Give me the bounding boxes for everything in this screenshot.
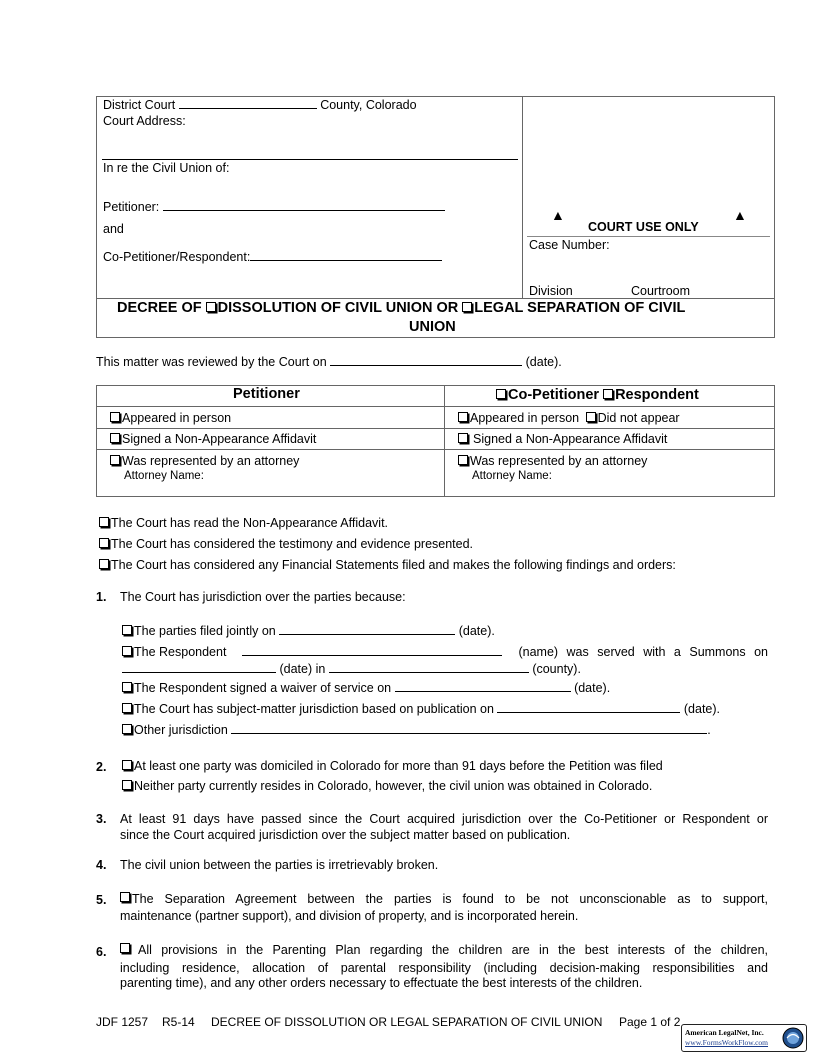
item6-checkbox[interactable]: [120, 943, 130, 953]
pet-attorney-row: [110, 454, 299, 468]
item2a-checkbox[interactable]: [122, 760, 132, 770]
resp-appeared-label: Appeared in person: [470, 411, 580, 425]
logo-url[interactable]: www.FormsWorkFlow.com: [685, 1038, 769, 1047]
title-part2: DISSOLUTION OF CIVIL UNION OR: [217, 300, 463, 316]
item5-line2: maintenance (partner support), and division of property, and is incorporated herein.: [120, 909, 579, 923]
item1b-date-label: (date) in: [279, 662, 326, 676]
legal-separation-checkbox[interactable]: [462, 302, 472, 312]
court-address-line[interactable]: [102, 159, 518, 160]
item5-checkbox[interactable]: [120, 892, 130, 902]
item1d-checkbox[interactable]: [122, 703, 132, 713]
resp-not-appear-checkbox[interactable]: [586, 412, 596, 422]
item1-option-b-cont: [122, 662, 581, 676]
item3-line1: At least 91 days have passed since the Court acquired jurisdiction over the Co-Petitioner or Respondent or: [120, 812, 768, 826]
item1b-date-field[interactable]: [122, 662, 276, 673]
review-line: [96, 355, 562, 369]
pet-appeared-row: [110, 411, 231, 425]
pet-attorney-checkbox[interactable]: [110, 455, 120, 465]
item2-option-a: [122, 759, 663, 773]
pet-attorney-name-label: Attorney Name:: [124, 470, 204, 482]
item5-line1-row: [120, 892, 768, 906]
item1a-date-field[interactable]: [279, 624, 455, 635]
finding-financial-checkbox[interactable]: [99, 559, 109, 569]
finding-affidavit-checkbox[interactable]: [99, 517, 109, 527]
item1c-checkbox[interactable]: [122, 682, 132, 692]
pet-attorney-label: Was represented by an attorney: [122, 454, 300, 468]
county-colorado-label: County, Colorado: [320, 98, 417, 112]
publisher-logo: [681, 1024, 807, 1052]
resp-attorney-label: Was represented by an attorney: [470, 454, 648, 468]
court-address-label: Court Address:: [103, 114, 186, 128]
petitioner-line: [103, 200, 445, 214]
item1-option-c: [122, 681, 610, 695]
resp-attorney-name-label: Attorney Name:: [472, 470, 552, 482]
resp-attorney-row: [458, 454, 647, 468]
finding-financial: [99, 558, 676, 572]
finding-financial-label: The Court has considered any Financial Statements filed and makes the following findings and orders:: [111, 558, 676, 572]
finding-affidavit-label: The Court has read the Non-Appearance Affidavit.: [111, 516, 389, 530]
resp-not-appear-label: Did not appear: [597, 411, 680, 425]
item1b-county-field[interactable]: [329, 662, 529, 673]
footer-form-id: JDF 1257: [96, 1015, 149, 1029]
item2a-label: At least one party was domiciled in Colorado for more than 91 days before the Petition was filed: [134, 759, 663, 773]
item1c-label: The Respondent signed a waiver of service on: [134, 681, 392, 695]
pet-affidavit-checkbox[interactable]: [110, 433, 120, 443]
copetitioner-line: [103, 250, 442, 264]
copetitioner-respondent-header: [496, 387, 699, 403]
resp-affidavit-checkbox[interactable]: [458, 433, 468, 443]
title-part4: UNION: [409, 319, 456, 335]
footer-revision: R5-14: [162, 1015, 195, 1029]
item6-line2: including residence, allocation of parental responsibility (including decision-making responsibilities and: [120, 961, 768, 975]
resp-affidavit-label: Signed a Non-Appearance Affidavit: [473, 432, 668, 446]
copetitioner-header-label: Co-Petitioner: [508, 387, 600, 403]
copetitioner-checkbox[interactable]: [496, 389, 506, 399]
item1d-date-field[interactable]: [497, 702, 680, 713]
item1e-other-field[interactable]: [231, 723, 707, 734]
review-date-field[interactable]: [330, 355, 522, 366]
item3-line2: since the Court acquired jurisdiction over the subject matter based on publication.: [120, 828, 571, 842]
item6-line1: All provisions in the Parenting Plan regarding the children are in the best interests of the children,: [138, 943, 768, 957]
globe-icon: [782, 1027, 804, 1049]
item3-number: 3.: [96, 812, 107, 826]
table-row-divider: [96, 428, 775, 429]
title-part1: DECREE OF: [117, 300, 206, 316]
resp-affidavit-row: [458, 432, 667, 446]
finding-testimony: [99, 537, 473, 551]
petitioner-label: Petitioner:: [103, 200, 160, 214]
pet-affidavit-label: Signed a Non-Appearance Affidavit: [122, 432, 317, 446]
item1c-suffix: (date).: [574, 681, 611, 695]
item1-option-b: [122, 645, 768, 659]
item2-option-b: [122, 779, 652, 793]
title-part3: LEGAL SEPARATION OF CIVIL: [474, 300, 686, 316]
triangle-right-icon: ▲: [733, 207, 747, 223]
item1-option-d: [122, 702, 720, 716]
district-court-line: [103, 98, 417, 112]
pet-appeared-label: Appeared in person: [122, 411, 232, 425]
petitioner-header: Petitioner: [233, 386, 300, 402]
item5-number: 5.: [96, 893, 107, 907]
resp-appeared-checkbox[interactable]: [458, 412, 468, 422]
pet-affidavit-row: [110, 432, 316, 446]
respondent-checkbox[interactable]: [603, 389, 613, 399]
item1-option-a: [122, 624, 495, 638]
respondent-header-label: Respondent: [615, 387, 699, 403]
resp-appeared-row: [458, 411, 680, 425]
finding-testimony-label: The Court has considered the testimony and evidence presented.: [111, 537, 474, 551]
item1b-county-label: (county).: [532, 662, 581, 676]
item1e-suffix: .: [707, 723, 711, 737]
item4-text: The civil union between the parties is irretrievably broken.: [120, 858, 439, 872]
item1d-label: The Court has subject-matter jurisdiction based on publication on: [134, 702, 494, 716]
review-line-text: This matter was reviewed by the Court on: [96, 355, 327, 369]
item4-number: 4.: [96, 858, 107, 872]
item1e-checkbox[interactable]: [122, 724, 132, 734]
item6-line1-row: [120, 943, 768, 957]
item1a-label: The parties filed jointly on: [134, 624, 276, 638]
division-label: Division: [529, 284, 573, 298]
and-label: and: [103, 222, 124, 236]
petitioner-field[interactable]: [163, 200, 445, 211]
item1d-suffix: (date).: [683, 702, 721, 716]
pet-appeared-checkbox[interactable]: [110, 412, 120, 422]
item1c-date-field[interactable]: [395, 681, 571, 692]
district-court-label: District Court: [103, 98, 176, 112]
table-row-divider: [96, 449, 775, 450]
dissolution-checkbox[interactable]: [206, 302, 216, 312]
item1a-checkbox[interactable]: [122, 625, 132, 635]
caption-box: [96, 96, 775, 299]
document-title: [117, 300, 685, 316]
footer-page: Page 1 of 2: [619, 1015, 681, 1029]
district-county-field[interactable]: [179, 98, 317, 109]
item1-option-e: [122, 723, 711, 737]
table-row-divider: [96, 406, 775, 407]
case-number-label: Case Number:: [529, 238, 610, 252]
triangle-left-icon: ▲: [551, 207, 565, 223]
finding-affidavit: [99, 516, 388, 530]
review-date-suffix: (date).: [525, 355, 562, 369]
copetitioner-label: Co-Petitioner/Respondent:: [103, 250, 251, 264]
item6-line3: parenting time), and any other orders necessary to effectuate the best interests of the children.: [120, 976, 643, 990]
item1b-checkbox[interactable]: [122, 646, 132, 656]
footer-title: DECREE OF DISSOLUTION OR LEGAL SEPARATION OF CIVIL UNION: [211, 1015, 603, 1029]
item6-number: 6.: [96, 945, 107, 959]
court-use-divider: [527, 236, 770, 237]
finding-testimony-checkbox[interactable]: [99, 538, 109, 548]
court-use-only-label: COURT USE ONLY: [588, 220, 699, 234]
item2b-label: Neither party currently resides in Colorado, however, the civil union was obtained in Colorado.: [134, 779, 653, 793]
courtroom-label: Courtroom: [631, 284, 691, 298]
in-re-label: In re the Civil Union of:: [103, 161, 230, 175]
item2-number: 2.: [96, 760, 107, 774]
item1b-name-field[interactable]: [242, 645, 502, 656]
caption-divider: [522, 96, 523, 299]
item1b-label: The Respondent: [134, 645, 227, 659]
logo-company: American LegalNet, Inc.: [685, 1028, 764, 1037]
item1-number: 1.: [96, 590, 107, 604]
item1b-served-label: (name) was served with a Summons on: [518, 645, 768, 659]
item1e-label: Other jurisdiction: [134, 723, 228, 737]
item1a-suffix: (date).: [458, 624, 495, 638]
resp-attorney-checkbox[interactable]: [458, 455, 468, 465]
item2b-checkbox[interactable]: [122, 780, 132, 790]
item5-line1: The Separation Agreement between the parties is found to be not unconscionable as to support,: [132, 892, 768, 906]
item1-text: The Court has jurisdiction over the parties because:: [120, 590, 406, 604]
table-column-divider: [444, 385, 445, 497]
copetitioner-field[interactable]: [250, 250, 442, 261]
